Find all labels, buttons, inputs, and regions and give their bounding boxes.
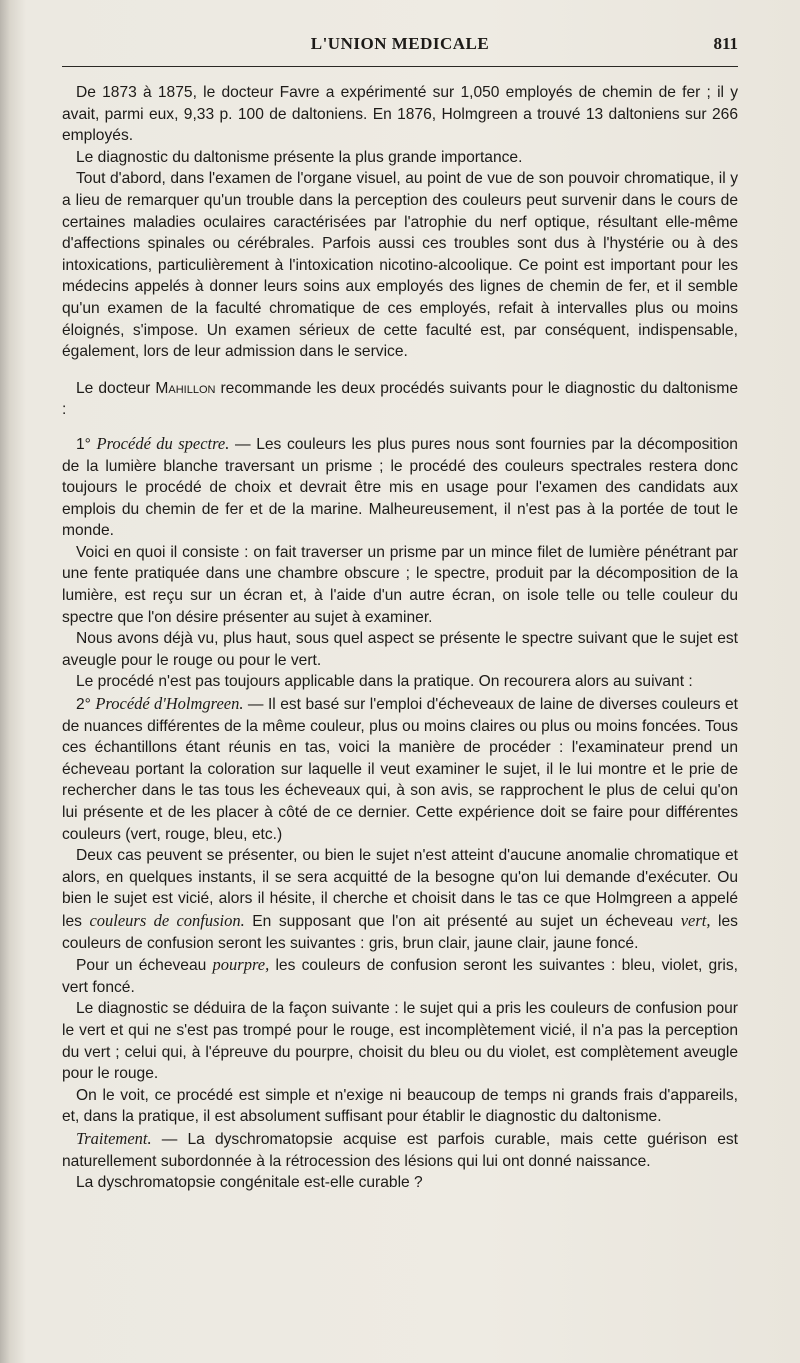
item-number: 1° <box>76 435 97 453</box>
text: Le docteur <box>76 379 156 397</box>
paragraph: La dyschromatopsie congénitale est-elle curable ? <box>76 1174 423 1192</box>
text: les couleurs de confusion seront les suivantes : gris, brun clair, jaune clair, jaune foncé. <box>62 912 738 952</box>
page-header <box>62 34 738 62</box>
text: — Il est basé sur l'emploi d'écheveaux de laine de diverses couleurs et de nuances différentes de la même couleur, plus ou moins claires ou plus ou moins foncées. Tous ces échantillons étant réunis en tas, voici la manière de procéder : l'examinateur prend un écheveau portant la coloration sur laquelle il veut examiner le sujet, il le lui montre et le prie de rechercher dans le tas tous les écheveaux qui, à son avis, se rapprochent le plus de celui qu'on lui présente et de les placer à côté de ce dernier. Cette expérience doit se faire pour différentes couleurs (vert, rouge, bleu, etc.) <box>62 696 738 843</box>
text: En supposant que l'on ait présenté au sujet un écheveau <box>244 912 681 930</box>
paragraph <box>62 845 738 954</box>
paragraph <box>62 693 738 845</box>
paragraph <box>62 378 738 421</box>
author-name: Mahillon <box>155 379 216 397</box>
article-body <box>62 82 738 1194</box>
paragraph: Le diagnostic se déduira de la façon suivante : le sujet qui a pris les couleurs de confusion pour le vert et qui ne s'est pas trompé pour le rouge, est incomplètement vicié, il n'a pas la perception du vert ; celui qui, à l'épreuve du pourpre, choisit du bleu ou du violet, est complètement aveugle pour le rouge. <box>62 1000 738 1083</box>
paragraph: De 1873 à 1875, le docteur Favre a expérimenté sur 1,050 employés de chemin de fer ; il y avait, parmi eux, 9,33 p. 100 de daltoniens. En 1876, Holmgreen a trouvé 13 daltoniens sur 266 employés. <box>62 84 738 145</box>
paragraph <box>62 954 738 998</box>
item-number: 2° <box>76 696 96 714</box>
section-heading: Procédé du spectre. <box>96 433 230 453</box>
paragraph: Nous avons déjà vu, plus haut, sous quel aspect se présente le spectre suivant que le sujet est aveugle pour le rouge ou pour le vert. <box>62 630 738 669</box>
section-heading: Procédé d'Holmgreen. <box>95 694 244 714</box>
text: — La dyschromatopsie acquise est parfois curable, mais cette guérison est naturellement subordonnée à la rétrocession des lésions qui lui ont donné naissance. <box>62 1130 738 1170</box>
paragraph <box>62 433 738 542</box>
paragraph: On le voit, ce procédé est simple et n'exige ni beaucoup de temps ni grands frais d'appareils, et, dans la pratique, il est absolument suffisant pour établir le diagnostic du daltonisme. <box>62 1086 738 1126</box>
paragraph: Le procédé n'est pas toujours applicable dans la pratique. On recourera alors au suivant : <box>76 673 693 691</box>
paragraph: Tout d'abord, dans l'examen de l'organe visuel, au point de vue de son pouvoir chromatique, il y a lieu de remarquer qu'un trouble dans la perception des couleurs peut survenir dans le cours de certaines maladies oculaires caractérisées par l'atrophie du nerf optique, résultant elle-même d'affections spinales ou cérébrales. Parfois aussi ces troubles sont dus à l'hystérie ou à des intoxications, particulièrement à l'intoxication nicotino-alcoolique. Ce point est important pour les médecins appelés à donner leurs soins aux employés des lignes de chemin de fer, et il semble qu'un examen de la faculté chromatique de ces employés, refait à intervalles plus ou moins éloignés, s'impose. Un examen sérieux de cette faculté est, par conséquent, indispensable, également, lors de leur admission dans le service. <box>62 170 738 361</box>
text: les couleurs de confusion seront les suivantes : bleu, violet, gris, vert foncé. <box>62 957 738 996</box>
journal-title: L'UNION MEDICALE <box>310 34 490 53</box>
text: Deux cas peuvent se présenter, ou bien le sujet n'est atteint d'aucune anomalie chromatique et alors, en quelques instants, il se sera acquitté de la besogne qu'on lui demande d'exécuter. Ou bien le sujet est vicié, alors il hésite, il cherche et choisit dans le tas ce que Holmgreen a appelé les <box>62 847 738 930</box>
emphasis: pourpre, <box>212 955 270 975</box>
section-heading: Traitement. <box>76 1128 152 1148</box>
text: recommande les deux procédés suivants pour le diagnostic du daltonisme : <box>62 379 738 419</box>
emphasis: vert, <box>680 910 711 930</box>
paragraph: Le diagnostic du daltonisme présente la plus grande importance. <box>76 148 523 166</box>
text: Pour un écheveau <box>76 957 213 975</box>
text: — Les couleurs les plus pures nous sont fournies par la décomposition de la lumière blanche traversant un prisme ; le procédé des couleurs spectrales restera donc toujours le procédé de choix et devrait être mis en usage pour l'examen des candidats aux emplois du chemin de fer et de la marine. Malheureusement, il n'est pas à la portée de tout le monde. <box>62 435 738 540</box>
emphasis: couleurs de confusion. <box>89 910 245 930</box>
paragraph: Voici en quoi il consiste : on fait traverser un prisme par un mince filet de lumière pénétrant par une fente pratiquée dans une chambre obscure ; le spectre, produit par la décomposition de la lumière, est reçu sur un écran et, à l'aide d'un autre écran, on isole telle ou telle couleur du spectre que l'on désire présenter au sujet à examiner. <box>62 543 738 626</box>
paragraph <box>62 1128 738 1172</box>
page-number: 811 <box>713 34 738 53</box>
header-rule <box>62 66 738 67</box>
